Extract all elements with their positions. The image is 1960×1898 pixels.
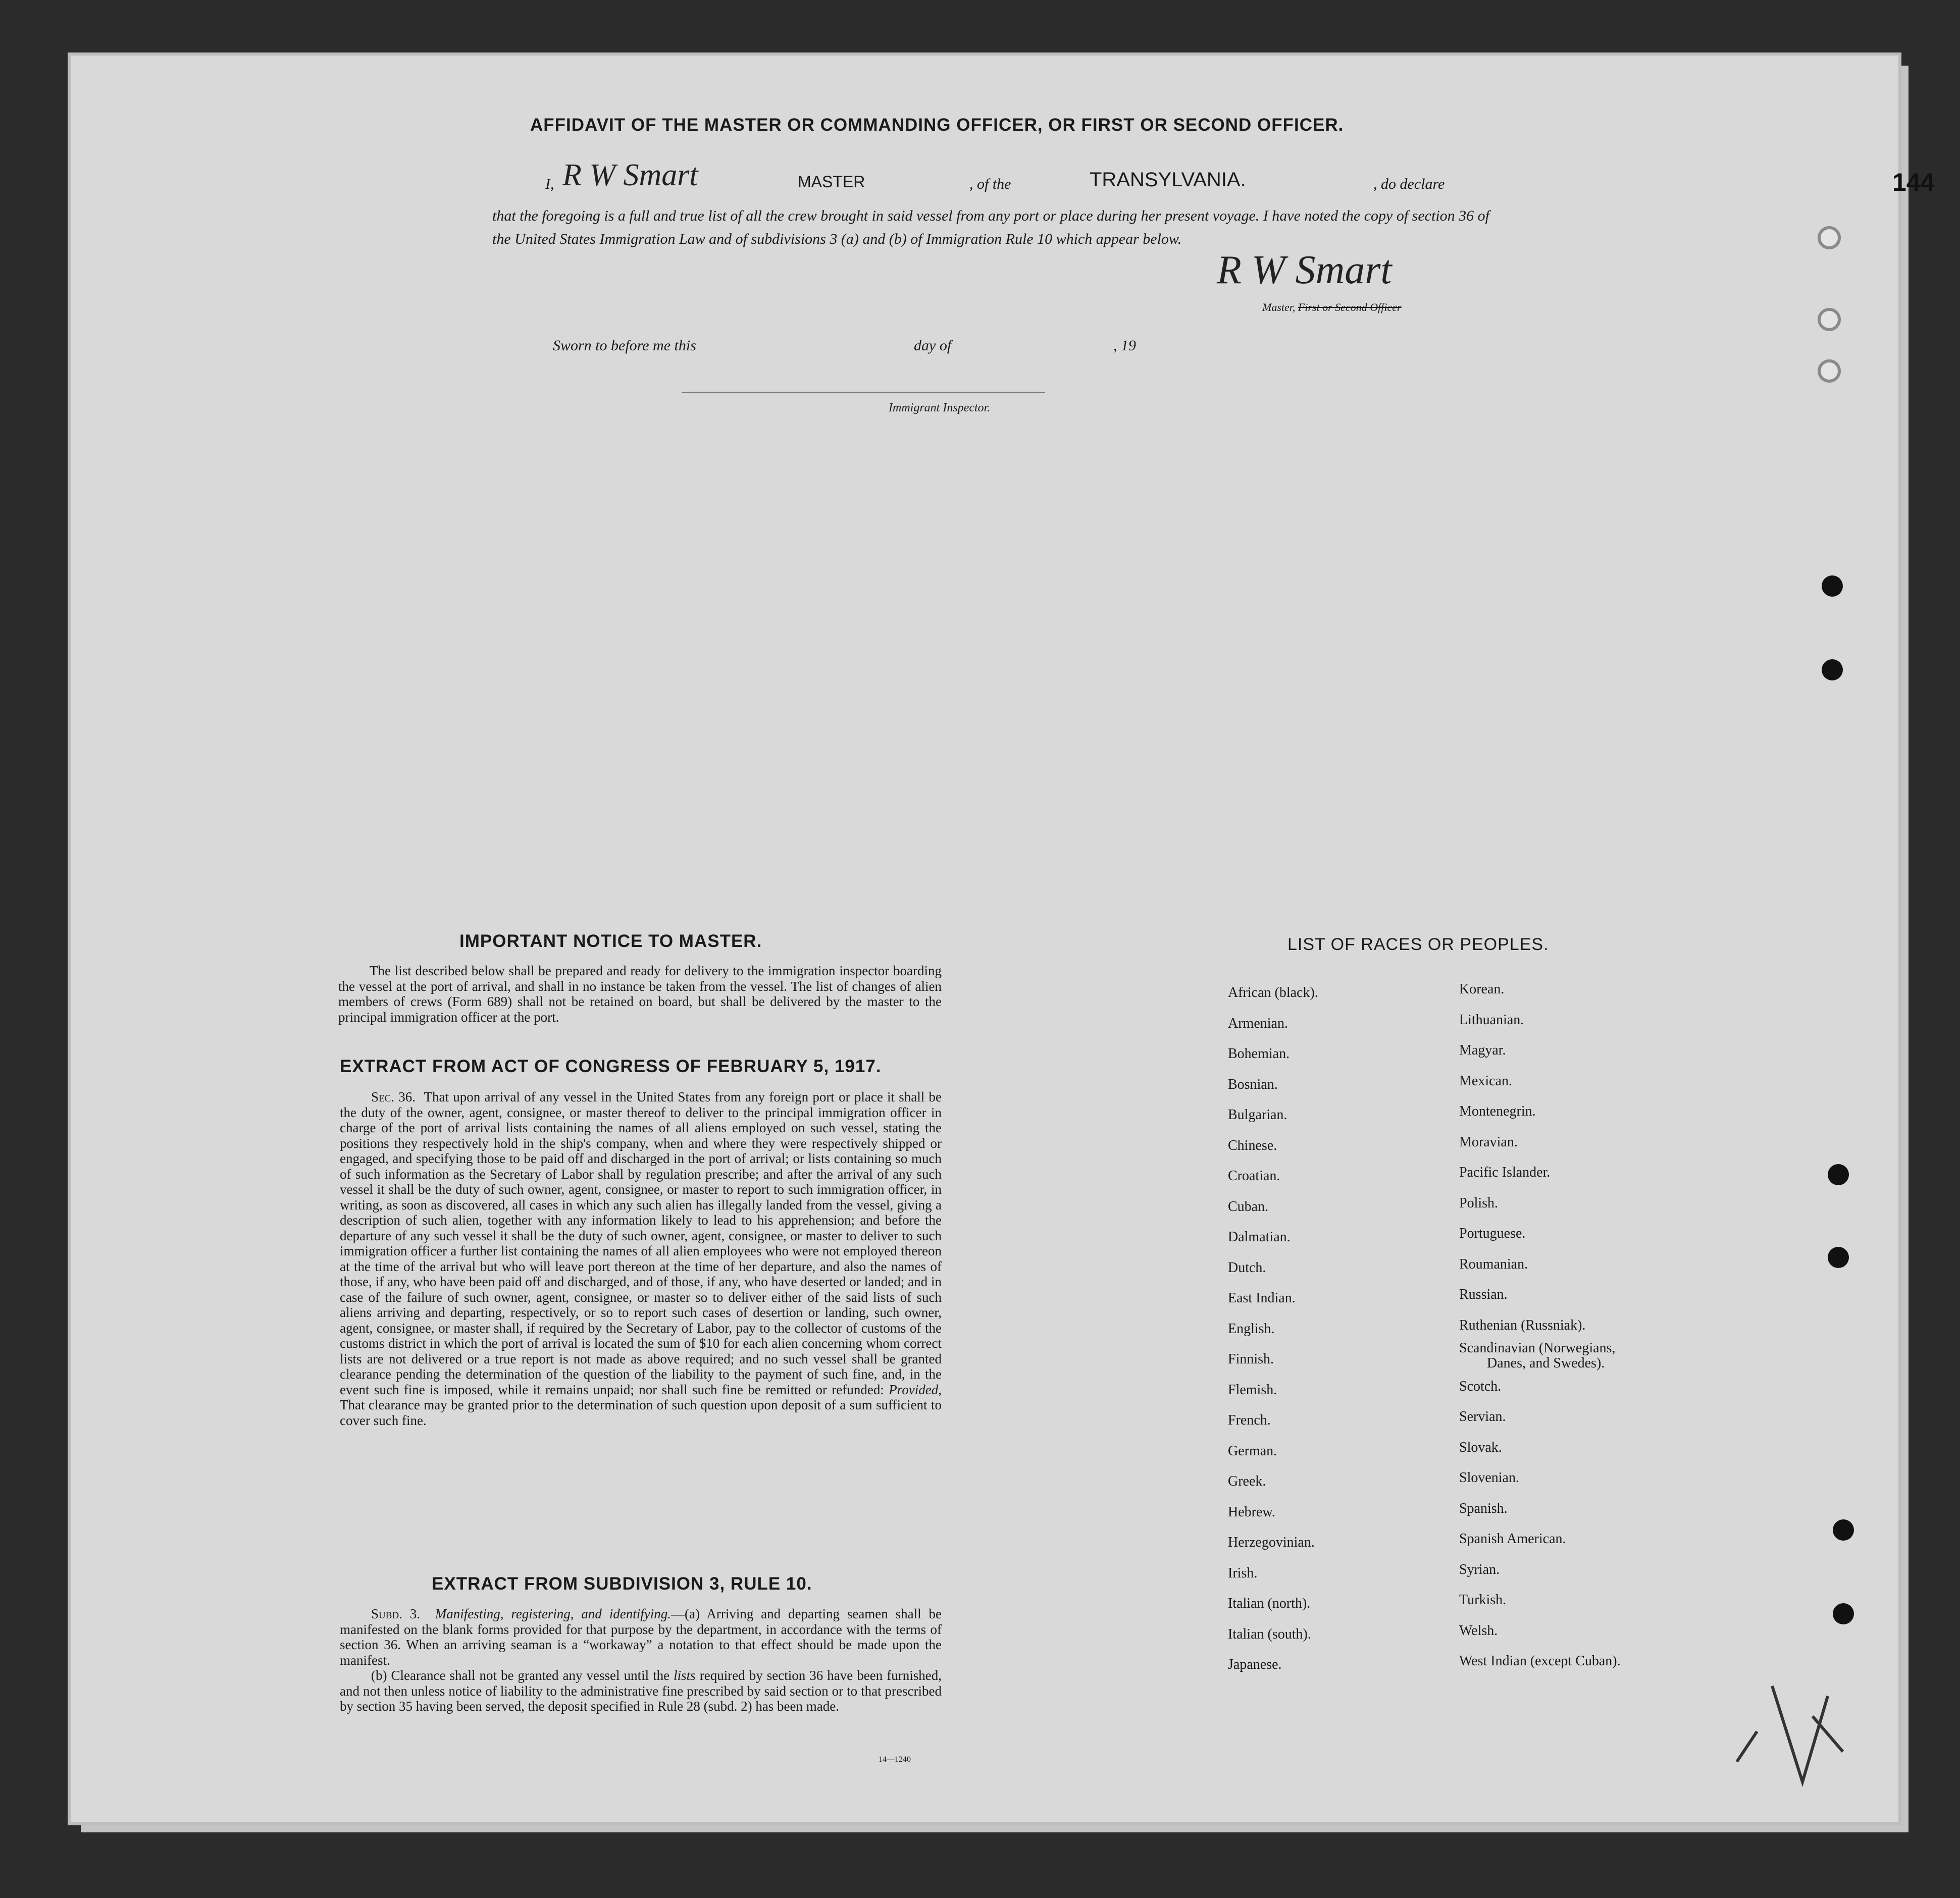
page-number: 144 — [1892, 168, 1935, 196]
rule-para-b-lists: lists — [674, 1668, 696, 1683]
race-item: Roumanian. — [1459, 1256, 1528, 1272]
race-item: Chinese. — [1228, 1137, 1277, 1153]
race-item: Bulgarian. — [1228, 1107, 1287, 1123]
rule-paragraph-a — [340, 1606, 942, 1668]
binder-hole-filled-icon — [1828, 1164, 1849, 1185]
race-item: Spanish American. — [1459, 1531, 1566, 1547]
act-extract-text-end: That clearance may be granted prior to the determination of such question upon deposit of a sum sufficient to cover such fine. — [340, 1397, 942, 1428]
binder-hole-open-icon — [1818, 308, 1841, 331]
race-item: Spanish. — [1459, 1500, 1508, 1516]
races-title: LIST OF RACES OR PEOPLES. — [1287, 935, 1549, 954]
race-item: Irish. — [1228, 1565, 1258, 1581]
race-item: Italian (north). — [1228, 1596, 1311, 1611]
rule-para-b-end: required by section 36 have been furnished, and not then unless notice of liability to the administrative fine prescribed by said section or to that prescribed by section 35 having been served, the deposit specified in Rule 28 (subd. 2) has been made. — [340, 1668, 942, 1714]
race-item: Croatian. — [1228, 1168, 1280, 1184]
race-item: Moravian. — [1459, 1134, 1518, 1150]
race-item: German. — [1228, 1443, 1277, 1459]
race-item: Herzegovinian. — [1228, 1535, 1315, 1550]
affidavit-title: AFFIDAVIT OF THE MASTER OR COMMANDING OFFICER, OR FIRST OR SECOND OFFICER. — [530, 115, 1344, 135]
form-number: 14—1240 — [879, 1755, 911, 1764]
race-item: East Indian. — [1228, 1290, 1296, 1306]
binder-hole-filled-icon — [1822, 659, 1843, 680]
race-item: Polish. — [1459, 1195, 1499, 1211]
inspector-signature-line — [682, 392, 1045, 393]
race-item: Russian. — [1459, 1287, 1508, 1302]
race-item: Dutch. — [1228, 1259, 1266, 1276]
race-item: Montenegrin. — [1459, 1103, 1536, 1119]
sworn-year: , 19 — [1113, 337, 1136, 354]
rule-paragraph-b — [340, 1668, 942, 1714]
signature-caption-master: Master, — [1262, 301, 1296, 313]
race-item: West Indian (except Cuban). — [1459, 1653, 1621, 1669]
races-column-2 — [1459, 974, 1621, 1677]
act-extract-body — [340, 1089, 942, 1428]
race-item: Bohemian. — [1228, 1046, 1290, 1062]
binder-hole-filled-icon — [1833, 1519, 1854, 1541]
rule-extract-body — [340, 1606, 942, 1714]
act-extract-title: EXTRACT FROM ACT OF CONGRESS OF FEBRUARY 5, 1917. — [340, 1057, 882, 1076]
race-item: Korean. — [1459, 981, 1505, 997]
declaration-do-declare: , do declare — [1373, 176, 1445, 192]
sworn-day-of: day of — [914, 337, 952, 354]
race-item: Portuguese. — [1459, 1226, 1526, 1241]
race-item: Slovak. — [1459, 1439, 1502, 1455]
race-item: Scotch. — [1459, 1378, 1502, 1394]
race-item: Magyar. — [1459, 1042, 1506, 1058]
master-signature: R W Smart — [1217, 248, 1392, 292]
race-item: Welsh. — [1459, 1622, 1498, 1639]
inspector-caption: Immigrant Inspector. — [889, 401, 991, 414]
signature-caption — [1262, 301, 1402, 314]
race-item: Hebrew. — [1228, 1504, 1275, 1520]
section-label: Sec. 36. — [371, 1089, 416, 1104]
rule-para-b-start: (b) Clearance shall not be granted any vessel until the — [371, 1668, 670, 1683]
race-item: Mexican. — [1459, 1073, 1512, 1089]
declared-rank: MASTER — [798, 173, 865, 191]
rule-para-a: —(a) Arriving and departing seamen shall be manifested on the blank forms provided for that purpose by the department, in accordance with the terms of section 36. When an arriving seaman is a “workaway” a notation to that effect should be made upon the manifest. — [340, 1606, 942, 1668]
race-item: French. — [1228, 1412, 1271, 1428]
binder-hole-open-icon — [1818, 359, 1841, 383]
sworn-prefix: Sworn to before me this — [553, 337, 696, 354]
race-item: Armenian. — [1228, 1015, 1288, 1031]
race-item-line: Scandinavian (Norwegians, — [1459, 1340, 1616, 1356]
rule-extract-title: EXTRACT FROM SUBDIVISION 3, RULE 10. — [432, 1574, 812, 1594]
binder-hole-filled-icon — [1822, 575, 1843, 597]
race-item: Bosnian. — [1228, 1076, 1278, 1092]
subd-heading: Manifesting, registering, and identifying. — [435, 1606, 671, 1621]
race-item: Syrian. — [1459, 1561, 1500, 1577]
act-extract-text: That upon arrival of any vessel in the United States from any foreign port or place it shall be the duty of the owner, agent, consignee, or master thereof to deliver to the principal immigration officer in charge of the port of arrival lists containing the names of all aliens employed on such vessel, stating the positions they respectively hold in the ship's company, when and where they were respectively shipped or engaged, and specifying those to be paid off and discharged in the port of arrival; or lists containing so much of such information as the Secretary of Labor shall by regulation prescribe; and after the arrival of any such vessel it shall be the duty of such owner, agent, consignee, or master to report to such immigration officer, in writing, as soon as discovered, all cases in which any such alien has illegally landed from the vessel, giving a description of such alien, together with any information likely to lead to his apprehension; and before the departure of any such vessel it shall be the duty of such owner, agent, consignee, or master to deliver to such immigration officer a further list containing the names of all alien employees who were not employed thereon at the time of the arrival but who will leave port thereon at the time of her departure, and also the names of those, if any, who have been paid off and discharged, and of those, if any, who have deserted or landed; and in case of the failure of such owner, agent, consignee, or master so to deliver either of the said lists of such aliens arriving and departing, respectively, or so to report such cases of desertion or landing, such owner, agent, consignee, or master shall, if required by the Secretary of Labor, pay to the collector of customs of the customs district in which the port of arrival is located the sum of $10 for each alien concerning whom correct lists are not delivered or a true report is not made as above required; and no such vessel shall be granted clearance pending the determination of the question of the liability to the payment of such fine, and, in the event such fine is imposed, while it remains unpaid; nor shall such fine be remitted or refunded: — [340, 1089, 942, 1397]
binder-hole-filled-icon — [1828, 1247, 1849, 1268]
binder-hole-filled-icon — [1833, 1603, 1854, 1624]
race-item: Slovenian. — [1459, 1470, 1519, 1486]
race-item: Cuban. — [1228, 1198, 1269, 1215]
race-item-continuation: Danes, and Swedes). — [1487, 1355, 1605, 1371]
declaration-body: that the foregoing is a full and true list of all the crew brought in said vessel from any port or place during her present voyage. I have noted the copy of section 36 of the United States Immigration Law and of subdivisions 3 (a) and (b) of Immigration Rule 10 which appear below. — [492, 207, 1489, 247]
race-item: Servian. — [1459, 1409, 1506, 1425]
notice-body — [338, 963, 942, 1025]
race-item: African (black). — [1228, 985, 1318, 1000]
subd-label: Subd. 3. — [371, 1606, 420, 1621]
race-item: Greek. — [1228, 1473, 1266, 1489]
race-item: Pacific Islander. — [1459, 1165, 1551, 1180]
vessel-name: TRANSYLVANIA. — [1090, 169, 1246, 191]
declared-name-signature: R W Smart — [562, 158, 698, 192]
binder-hole-open-icon — [1818, 226, 1841, 249]
race-item: Ruthenian (Russniak). — [1459, 1317, 1586, 1333]
race-item: Flemish. — [1228, 1382, 1277, 1398]
race-item — [1459, 1341, 1621, 1372]
race-item: Dalmatian. — [1228, 1229, 1291, 1245]
race-item: Japanese. — [1228, 1657, 1282, 1672]
races-column-1 — [1228, 978, 1318, 1680]
signature-caption-struck: First or Second Officer — [1298, 301, 1402, 313]
race-item: Italian (south). — [1228, 1626, 1311, 1642]
race-item: Finnish. — [1228, 1351, 1274, 1367]
declaration-i: I, — [545, 176, 554, 192]
race-item: English. — [1228, 1321, 1275, 1337]
declaration-of-the: , of the — [969, 176, 1011, 192]
notice-title: IMPORTANT NOTICE TO MASTER. — [459, 931, 762, 951]
notice-text: The list described below shall be prepared and ready for delivery to the immigration inspector boarding the vessel at the port of arrival, and shall in no instance be taken from the vessel. The list of changes of alien members of crews (Form 689) shall not be retained on board, but shall be delivered by the master to the principal immigration officer at the port. — [338, 963, 942, 1025]
race-item: Lithuanian. — [1459, 1012, 1524, 1028]
race-item: Turkish. — [1459, 1592, 1507, 1608]
act-extract-paragraph — [340, 1089, 942, 1428]
pencil-check-mark-icon — [1727, 1666, 1848, 1797]
document-sheet — [71, 56, 1898, 1822]
provided-word: Provided, — [889, 1382, 942, 1397]
